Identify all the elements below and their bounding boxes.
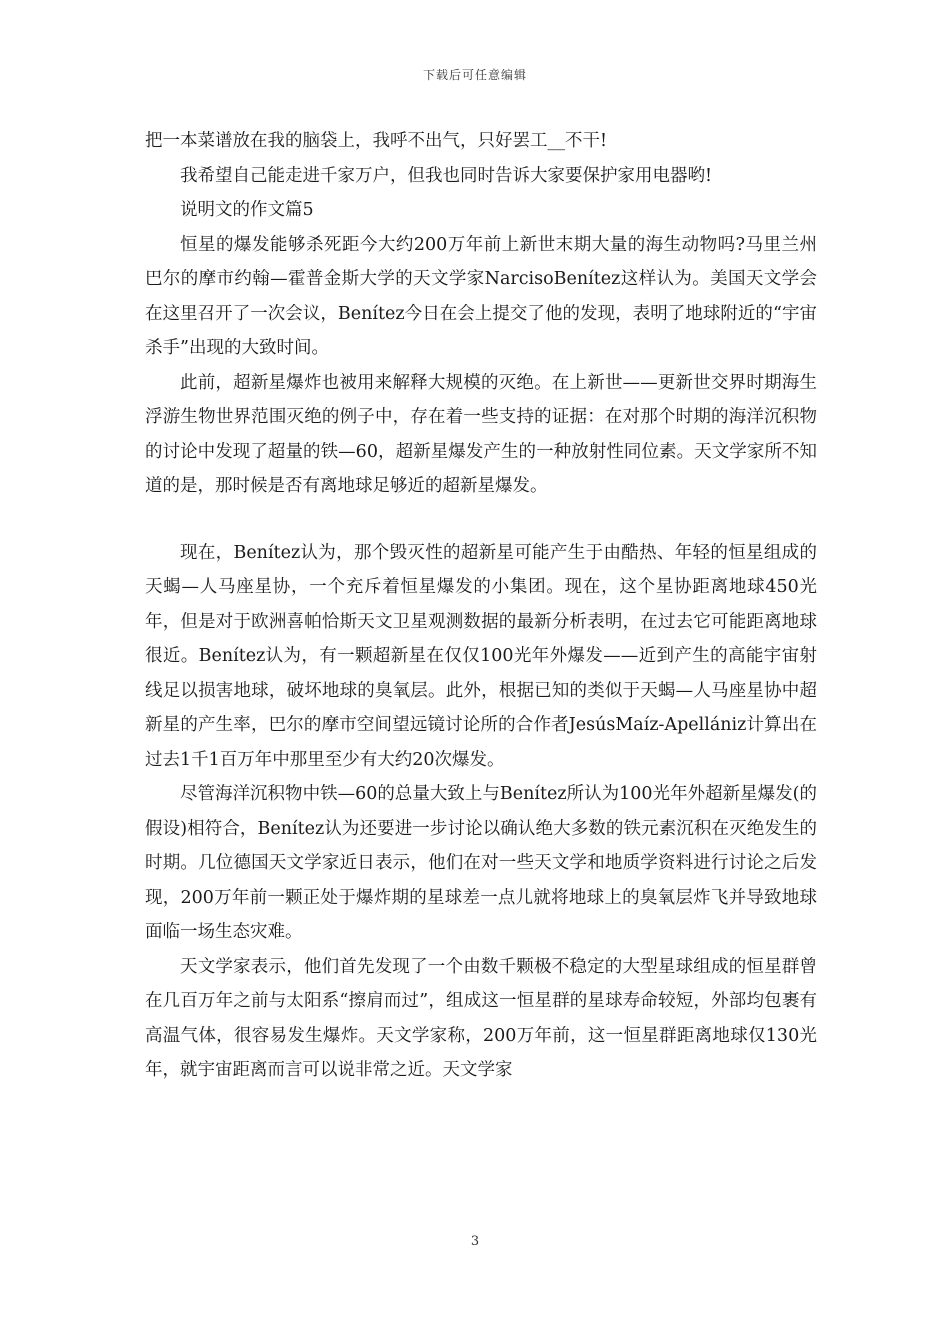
paragraph: 恒星的爆发能够杀死距今大约200万年前上新世末期大量的海生动物吗?马里兰州巴尔的摩市约翰—霍普金斯大学的天文学家NarcisoBenítez这样认为。美国天文学会在这里召开了一次会议，Benítez今日在会上提交了他的发现，表明了地球附近的“宇宙杀手”出现的大致时间。 — [145, 234, 817, 358]
document-body — [145, 124, 817, 1088]
paragraph: 我希望自己能走进千家万户，但我也同时告诉大家要保护家用电器哟! — [180, 165, 713, 186]
blank-line — [145, 504, 817, 536]
paragraph: 天文学家表示，他们首先发现了一个由数千颗极不稳定的大型星球组成的恒星群曾在几百万年之前与太阳系“擦肩而过”，组成这一恒星群的星球寿命较短，外部均包裹有高温气体，很容易发生爆炸。天文学家称，200万年前，这一恒星群距离地球仅130光年，就宇宙距离而言可以说非常之近。天文学家 — [145, 956, 817, 1080]
page-number: 3 — [470, 1234, 480, 1249]
section-heading: 说明文的作文篇5 — [180, 200, 314, 220]
paragraph-continuation: 把一本菜谱放在我的脑袋上，我呼不出气，只好罢工__不干! — [145, 131, 608, 151]
paragraph: 此前，超新星爆炸也被用来解释大规模的灭绝。在上新世——更新世交界时期海生浮游生物世界范围灭绝的例子中，存在着一些支持的证据：在对那个时期的海洋沉积物的讨论中发现了超量的铁—60，超新星爆发产生的一种放射性同位素。天文学家所不知道的是，那时候是否有离地球足够近的超新星爆发。 — [145, 372, 817, 496]
page-header: 下载后可任意编辑 — [422, 68, 527, 82]
paragraph: 现在，Benítez认为，那个毁灭性的超新星可能产生于由酷热、年轻的恒星组成的天蝎—人马座星协，一个充斥着恒星爆发的小集团。现在，这个星协距离地球450光年，但是对于欧洲喜帕恰斯天文卫星观测数据的最新分析表明，在过去它可能距离地球很近。Benítez认为，有一颗超新星在仅仅100光年外爆发——近到产生的高能宇宙射线足以损害地球，破坏地球的臭氧层。此外，根据已知的类似于天蝎—人马座星协中超新星的产生率，巴尔的摩市空间望远镜讨论所的合作者JesúsMaíz-Apellániz计算出在过去1千1百万年中那里至少有大约20次爆发。 — [145, 542, 817, 770]
paragraph: 尽管海洋沉积物中铁—60的总量大致上与Benítez所认为100光年外超新星爆发(的假设)相符合，Benítez认为还要进一步讨论以确认绝大多数的铁元素沉积在灭绝发生的时期。几位德国天文学家近日表示，他们在对一些天文学和地质学资料进行讨论之后发现，200万年前一颗正处于爆炸期的星球差一点儿就将地球上的臭氧层炸飞并导致地球面临一场生态灾难。 — [145, 784, 817, 942]
